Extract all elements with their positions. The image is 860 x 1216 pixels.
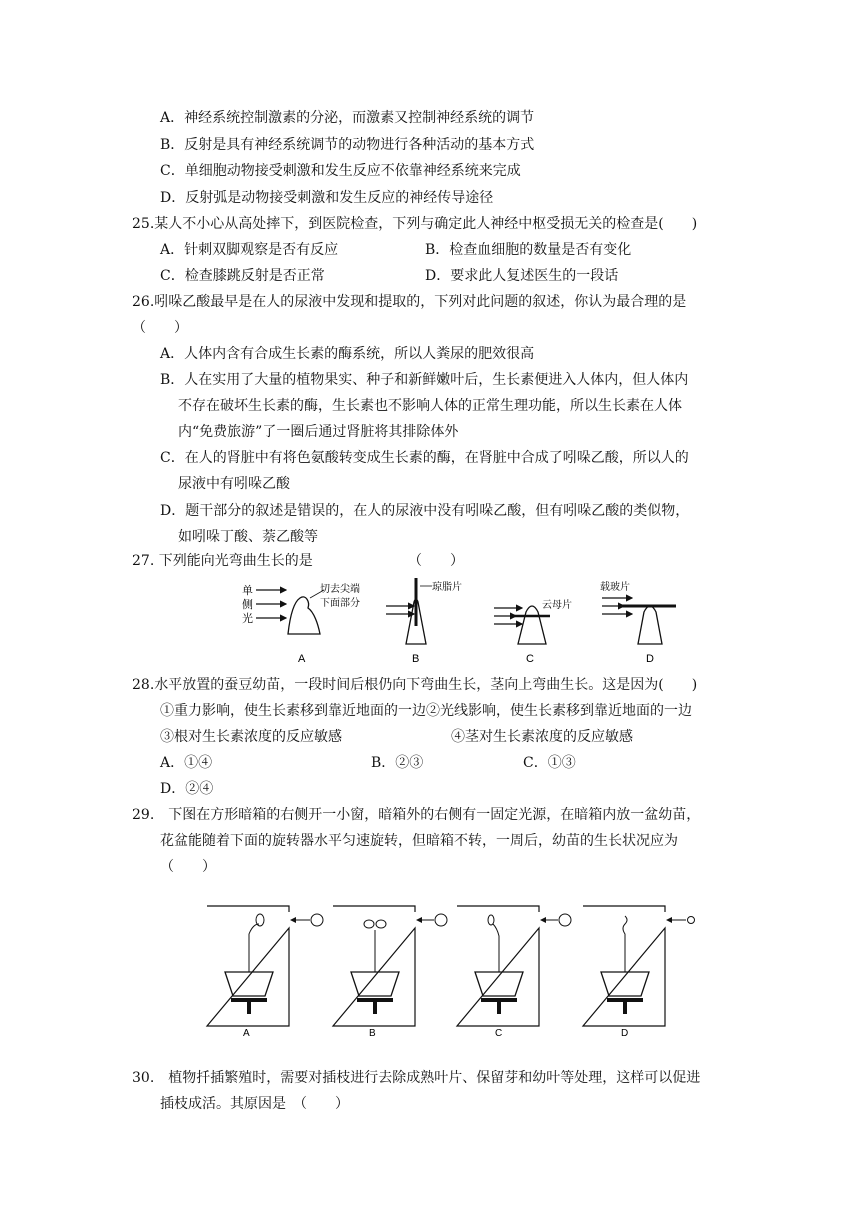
q25-option-d: D．要求此人复述医生的一段话 [425, 268, 619, 284]
q27-a-note-1: 切去尖端 [320, 584, 360, 595]
q29-box-d [583, 906, 695, 1039]
q27-b-note: 琼脂片 [432, 582, 462, 593]
q26-option-b-line1: B．人在实用了大量的植物果实、种子和新鲜嫩叶后，生长素便进入人体内，但人体内 [160, 372, 689, 388]
q26-option-c-line1: C．在人的肾脏中有将色氨酸转变成生长素的酶，在肾脏中合成了吲哚乙酸，所以人的 [160, 450, 689, 466]
q29-label-d: D [621, 1028, 629, 1039]
q29-figure [205, 902, 695, 1047]
q28-statement-4: ④茎对生长素浓度的反应敏感 [451, 729, 633, 745]
q25-option-c: C．检查膝跳反射是否正常 [160, 268, 325, 284]
q27-label-b: B [412, 653, 420, 665]
light-source-icon [559, 914, 571, 926]
q29-blank: （ ） [160, 859, 216, 875]
seedling-leaf [376, 920, 386, 928]
coleoptile [518, 606, 546, 644]
q27-light-label-1: 单 [242, 585, 253, 597]
q25-stem: 25.某人不小心从高处摔下，到医院检查，下列与确定此人神经中枢受损无关的检查是( ) [132, 216, 698, 232]
seedling-leaf [364, 920, 374, 928]
q28-statement-3: ③根对生长素浓度的反应敏感 [160, 729, 342, 745]
q27-light-label-3: 光 [242, 613, 253, 625]
q29-box-b [333, 906, 447, 1039]
light-source-icon [435, 914, 447, 926]
q27-figure [236, 578, 676, 668]
q24-option-a: A．神经系统控制激素的分泌，而激素又控制神经系统的调节 [160, 110, 535, 126]
q26-option-c-line2: 尿液中有吲哚乙酸 [178, 476, 290, 492]
q29-diagram [205, 902, 695, 1047]
q29-stem-line1: 29. 下图在方形暗箱的右侧开一小窗，暗箱外的右侧有一固定光源，在暗箱内放一盆幼苗， [132, 807, 701, 823]
q29-box-a [207, 906, 323, 1039]
q28-statement-1-2: ①重力影响，使生长素移到靠近地面的一边②光线影响，使生长素移到靠近地面的一边 [160, 703, 692, 719]
seedling-curly [623, 916, 627, 972]
q26-option-b-line2: 不存在破坏生长素的酶，生长素也不影响人体的正常生理功能，所以生长素在人体 [178, 398, 682, 414]
q29-box-c [457, 906, 571, 1039]
q24-option-d: D．反射弧是动物接受刺激和发生反应的神经传导途径 [160, 190, 494, 206]
q26-option-a: A．人体内含有合成生长素的酶系统，所以人粪尿的肥效很高 [160, 346, 535, 362]
q26-option-d-line2: 如吲哚丁酸、萘乙酸等 [178, 529, 318, 545]
q26-blank: （ ） [132, 320, 188, 336]
q29-label-c: C [495, 1028, 503, 1039]
q27-c-note: 云母片 [542, 600, 572, 611]
q27-label-a: A [298, 653, 306, 665]
q27-label-d: D [646, 653, 654, 665]
q30-stem-line1: 30. 植物扦插繁殖时，需要对插枝进行去除成熟叶片、保留芽和幼叶等处理，这样可以促进 [132, 1070, 701, 1086]
q27-figure-c [494, 598, 572, 665]
q27-figure-b [386, 578, 462, 665]
seedling-leaf [256, 914, 264, 926]
q28-option-b: B．②③ [371, 755, 424, 771]
q26-option-b-line3: 内“免费旅游”了一圈后通过肾脏将其排除体外 [178, 424, 459, 440]
seedling-leaf [488, 915, 494, 925]
q26-stem: 26.吲哚乙酸最早是在人的尿液中发现和提取的，下列对此问题的叙述，你认为最合理的是 [132, 294, 687, 310]
coleoptile [638, 606, 662, 644]
q24-option-c: C．单细胞动物接受刺激和发生反应不依靠神经系统来完成 [160, 163, 521, 179]
light-source-icon [311, 914, 323, 926]
q29-stem-line2: 花盆能随着下面的旋转器水平匀速旋转，但暗箱不转，一周后，幼苗的生长状况应为 [160, 833, 678, 849]
q25-option-b: B．检查血细胞的数量是否有变化 [425, 242, 632, 258]
cut-coleoptile [288, 597, 320, 634]
q28-option-c: C．①③ [523, 755, 576, 771]
q27-d-note: 载玻片 [600, 582, 630, 593]
q29-label-b: B [369, 1028, 376, 1039]
q26-option-d-line1: D．题干部分的叙述是错误的，在人的尿液中没有吲哚乙酸，但有吲哚乙酸的类似物， [160, 503, 690, 519]
q28-option-a: A．①④ [160, 755, 213, 771]
light-source-icon [688, 917, 695, 924]
q29-label-a: A [243, 1028, 250, 1039]
q24-option-b: B．反射是具有神经系统调节的动物进行各种活动的基本方式 [160, 137, 535, 153]
q27-light-label-2: 侧 [242, 599, 253, 611]
q28-stem: 28.水平放置的蚕豆幼苗，一段时间后根仍向下弯曲生长，茎向上弯曲生长。这是因为( ) [132, 677, 698, 693]
q27-a-note-2: 下面部分 [320, 598, 360, 609]
q27-blank: （ ） [408, 553, 464, 569]
q27-figure-d [600, 580, 676, 665]
q30-stem-line2: 插枝成活。其原因是 （ ） [160, 1096, 349, 1112]
q27-label-c: C [526, 653, 534, 665]
q25-option-a: A．针刺双脚观察是否有反应 [160, 242, 339, 258]
seedling-bent-left [493, 924, 499, 972]
q28-option-d: D．②④ [160, 781, 214, 797]
q27-diagram [236, 578, 676, 668]
q27-stem: 27. 下列能向光弯曲生长的是 [132, 553, 313, 569]
q27-figure-a [242, 582, 360, 665]
